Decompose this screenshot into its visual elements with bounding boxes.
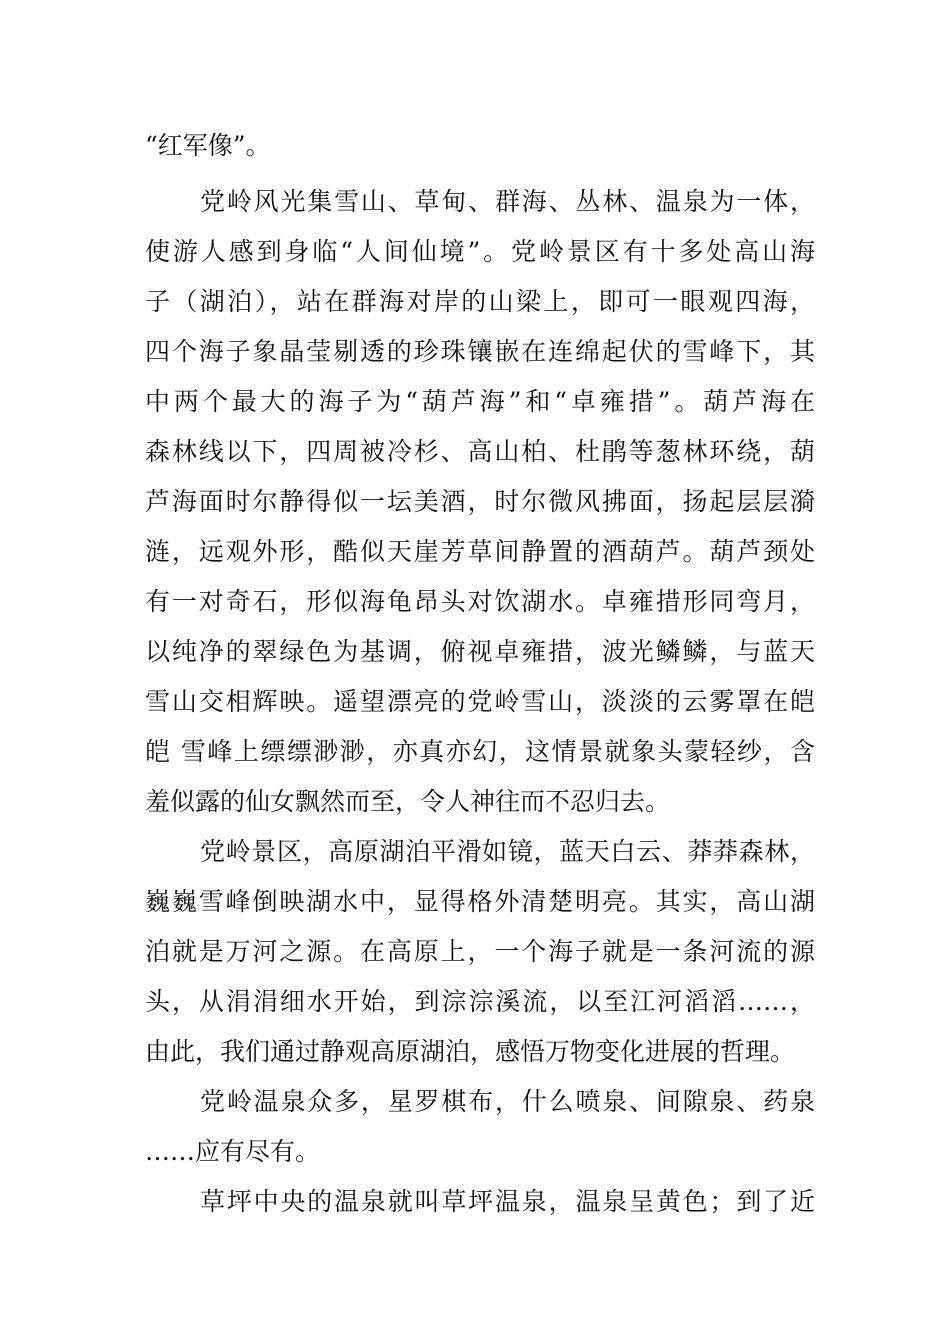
text-line: 芦海面时尔静得似一坛美酒，时尔微风拂面，扬起层层漪 — [145, 487, 815, 516]
text-line: 使游人感到身临“人间仙境”。党岭景区有十多处高山海 — [145, 237, 815, 266]
text-line: 党岭景区，高原湖泊平滑如镜，蓝天白云、莽莽森林， — [200, 837, 815, 866]
text-line: 羞似露的仙女飘然而至，令人神往而不忍归去。 — [145, 787, 671, 816]
text-line: 有一对奇石，形似海龟昂头对饮湖水。卓雍措形同弯月， — [145, 587, 815, 616]
text-line: 党岭温泉众多，星罗棋布，什么喷泉、间隙泉、药泉 — [200, 1087, 815, 1116]
text-line: 中两个最大的海子为“葫芦海”和“卓雍措”。葫芦海在 — [145, 387, 815, 416]
text-line: 巍巍雪峰倒映湖水中，显得格外清楚明亮。其实，高山湖 — [145, 887, 815, 916]
text-line: 子（湖泊），站在群海对岸的山梁上，即可一眼观四海， — [145, 287, 815, 316]
text-line: 皑 雪峰上缥缥渺渺，亦真亦幻，这情景就象头蒙轻纱，含 — [145, 737, 815, 766]
text-line: 雪山交相辉映。遥望漂亮的党岭雪山，淡淡的云雾罩在皑 — [145, 687, 815, 716]
text-line: 以纯净的翠绿色为基调，俯视卓雍措，波光鳞鳞，与蓝天 — [145, 637, 815, 666]
text-line: 涟，远观外形，酷似天崖芳草间静置的酒葫芦。葫芦颈处 — [145, 537, 815, 566]
text-line: 草坪中央的温泉就叫草坪温泉，温泉呈黄色；到了近 — [200, 1187, 815, 1216]
text-line: 森林线以下，四周被冷杉、高山柏、杜鹃等葱林环绕，葫 — [145, 437, 815, 466]
text-line: “红军像”。 — [145, 131, 271, 160]
text-line: 头，从涓涓细水开始，到淙淙溪流，以至江河滔滔……， — [145, 987, 815, 1016]
text-line: 泊就是万河之源。在高原上，一个海子就是一条河流的源 — [145, 937, 815, 966]
text-line: 党岭风光集雪山、草甸、群海、丛林、温泉为一体， — [200, 187, 815, 216]
text-line: 由此，我们通过静观高原湖泊，感悟万物变化进展的哲理。 — [145, 1037, 796, 1066]
text-line: 四个海子象晶莹剔透的珍珠镶嵌在连绵起伏的雪峰下，其 — [145, 337, 815, 366]
text-line: ……应有尽有。 — [145, 1137, 321, 1166]
